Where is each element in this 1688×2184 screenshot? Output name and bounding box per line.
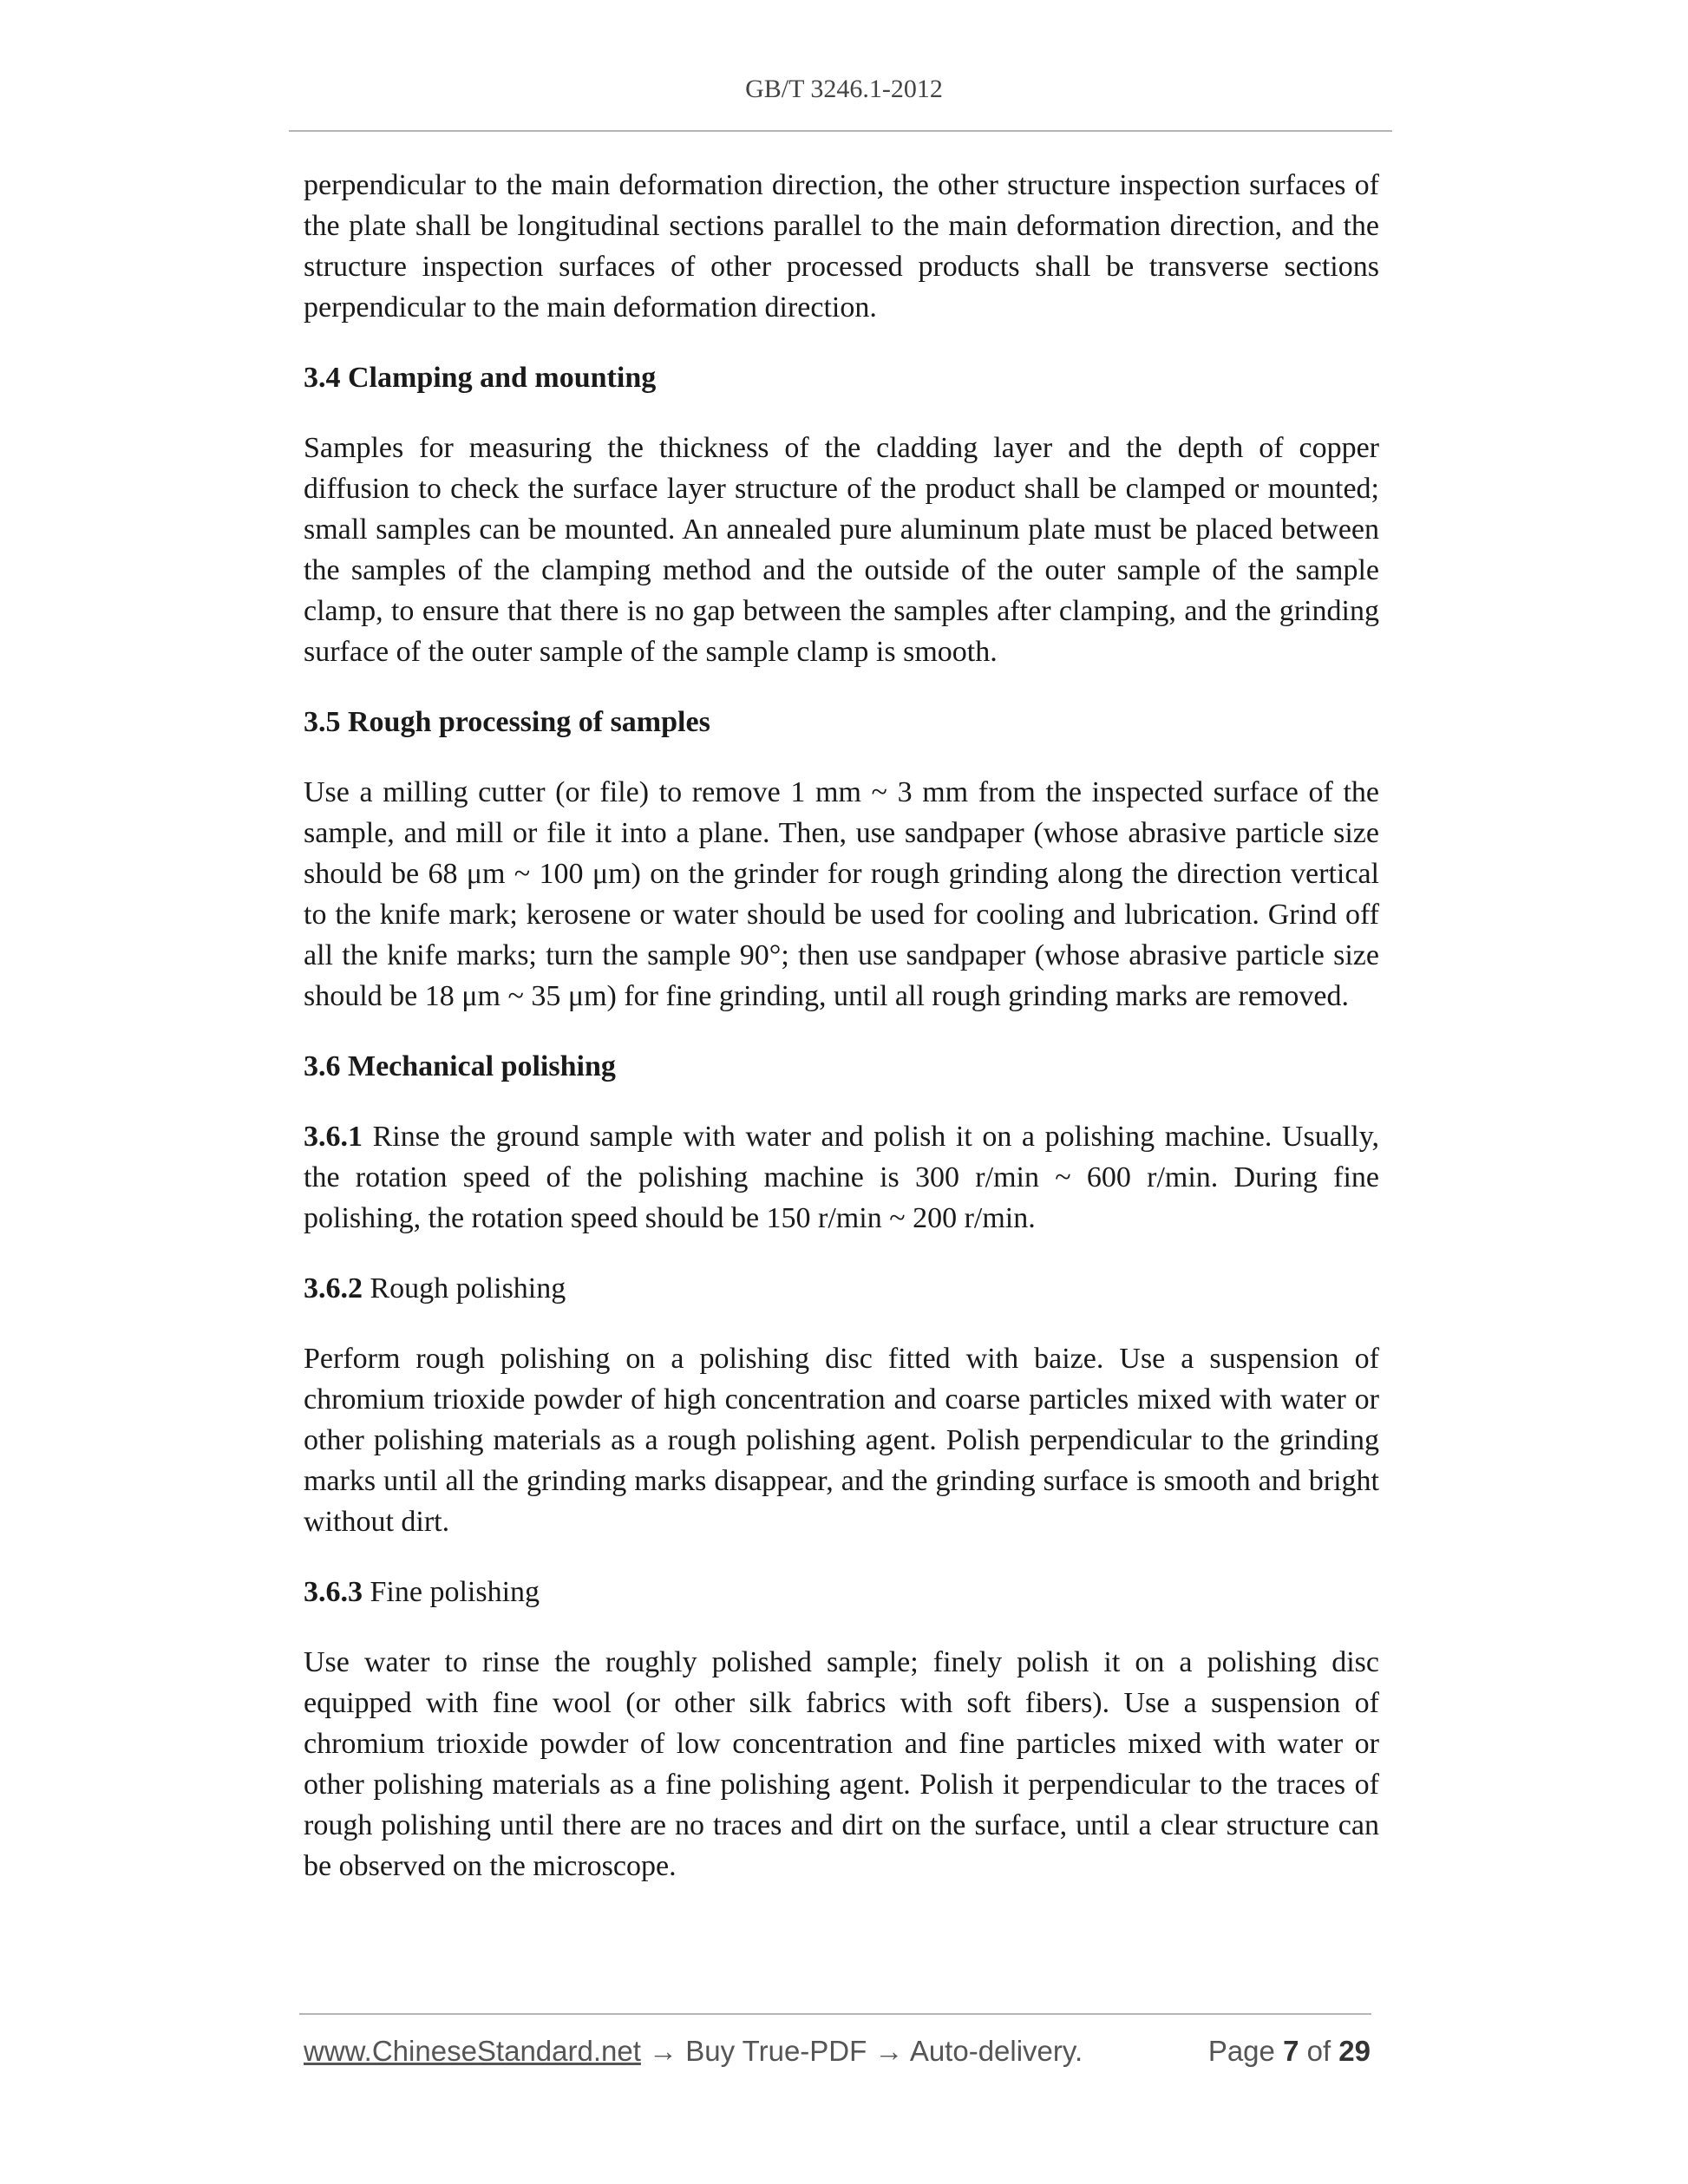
document-header: GB/T 3246.1-2012 <box>745 75 943 103</box>
section-3-6-1-paragraph <box>304 1116 1379 1239</box>
document-body <box>304 165 1379 1916</box>
page-label: Page <box>1207 2035 1284 2067</box>
section-3-6-1-text: Rinse the ground sample with water and polish it on a polishing machine. Usually, the rotation speed of the polishing machine is 300 r/min ~ 600 r/min. During fine polishing, the rotation speed should be 150 r/min ~ 200 r/min. <box>304 1121 1379 1234</box>
footer-promo <box>304 2035 1083 2068</box>
section-3-6-3-paragraph: Use water to rinse the roughly polished sample; finely polish it on a polishing disc equipped with fine wool (or other silk fabrics with soft fibers). Use a suspension of chromium trioxide powder of low concentration and fine particles mixed with water or other polishing materials as a fine polishing agent. Polish it perpendicular to the traces of rough polishing until there are no traces and dirt on the surface, until a clear structure can be observed on the microscope. <box>304 1646 1379 1882</box>
section-3-6-2-title: Rough polishing <box>363 1272 566 1305</box>
section-3-6-2-number: 3.6.2 <box>304 1272 363 1305</box>
footer-tagline: → Buy True-PDF → Auto-delivery. <box>640 2035 1083 2067</box>
page-number <box>1208 2035 1371 2068</box>
page-of-label: of <box>1299 2035 1339 2067</box>
header-divider <box>289 130 1392 132</box>
section-3-4-heading: 3.4 Clamping and mounting <box>304 362 657 394</box>
section-3-6-heading: 3.6 Mechanical polishing <box>304 1050 616 1082</box>
section-3-6-2-paragraph: Perform rough polishing on a polishing disc fitted with baize. Use a suspension of chromium trioxide powder of high concentration and coarse particles mixed with water or other polishing materials as a rough polishing agent. Polish perpendicular to the grinding marks until all the grinding marks disappear, and the grinding surface is smooth and bright without dirt. <box>304 1343 1379 1538</box>
section-3-6-3-title: Fine polishing <box>363 1576 540 1608</box>
section-3-6-2-heading <box>304 1268 1379 1309</box>
intro-paragraph: perpendicular to the main deformation direction, the other structure inspection surfaces of the plate shall be longitudinal sections parallel to the main deformation direction, and the structure inspection surfaces of other processed products shall be transverse sections perpendicular to the main deformation direction. <box>304 169 1379 324</box>
section-3-5-paragraph: Use a milling cutter (or file) to remove 1 mm ~ 3 mm from the inspected surface of the sample, and mill or file it into a plane. Then, use sandpaper (whose abrasive particle size should be 68 μm ~ 100 μm) on the grinder for rough grinding along the direction vertical to the knife mark; kerosene or water should be used for cooling and lubrication. Grind off all the knife marks; turn the sample 90°; then use sandpaper (whose abrasive particle size should be 18 μm ~ 35 μm) for fine grinding, until all rough grinding marks are removed. <box>304 776 1379 1012</box>
section-3-5-heading: 3.5 Rough processing of samples <box>304 706 710 738</box>
section-3-4-paragraph: Samples for measuring the thickness of the cladding layer and the depth of copper diffusion to check the surface layer structure of the product shall be clamped or mounted; small samples can be mounted. An annealed pure aluminum plate must be placed between the samples of the clamping method and the outside of the outer sample of the sample clamp, to ensure that there is no gap between the samples after clamping, and the grinding surface of the outer sample of the sample clamp is smooth. <box>304 432 1379 668</box>
footer-divider <box>299 2013 1371 2015</box>
section-3-6-1-number: 3.6.1 <box>304 1121 363 1153</box>
page-total: 29 <box>1338 2035 1371 2067</box>
section-3-6-3-heading <box>304 1572 1379 1612</box>
section-3-6-3-number: 3.6.3 <box>304 1576 363 1608</box>
page-current: 7 <box>1283 2035 1299 2067</box>
chinesestandard-link[interactable]: www.ChineseStandard.net <box>304 2035 641 2067</box>
